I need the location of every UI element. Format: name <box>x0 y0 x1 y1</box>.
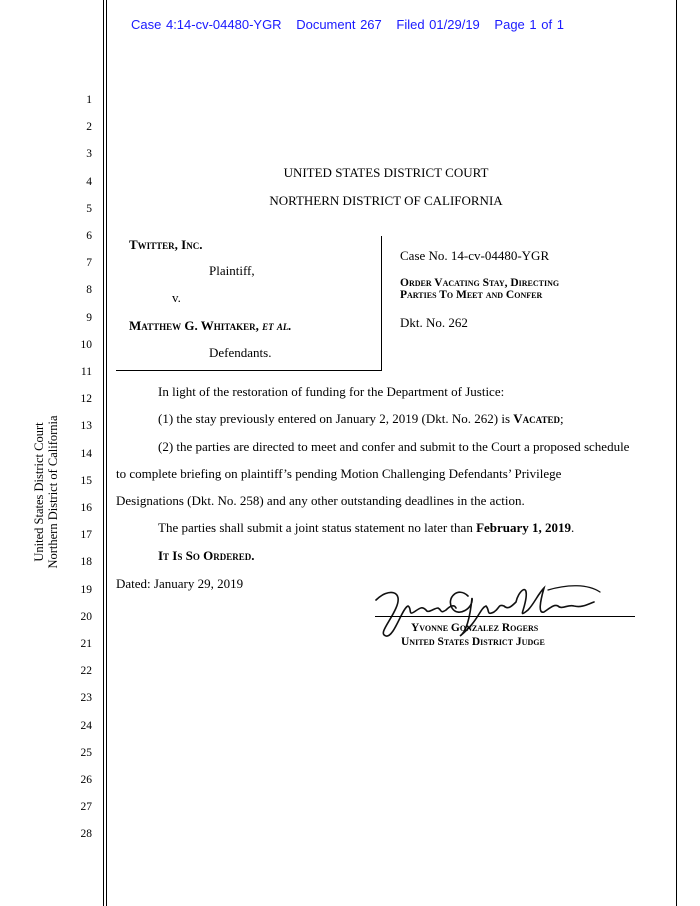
it-is-so-ordered: It Is So Ordered. <box>158 548 255 563</box>
caption-divider-vertical <box>381 236 382 371</box>
line-number: 19 <box>80 583 92 596</box>
stay-vacated-punct: ; <box>560 411 564 426</box>
order-title-line-2: Parties To Meet and Confer <box>400 289 543 301</box>
line-number: 13 <box>80 420 92 433</box>
judge-title: United States District Judge <box>401 636 545 648</box>
dated-line: Dated: January 29, 2019 <box>116 576 244 591</box>
case-number-stamp: Case 4:14-cv-04480-YGR <box>131 17 282 32</box>
defendant-name: Matthew G. Whitaker, <box>129 318 259 333</box>
sidebar-line-2: Northern District of California <box>46 415 60 569</box>
line-number: 7 <box>86 257 92 270</box>
vacated-word: Vacated <box>513 411 560 426</box>
line-number: 24 <box>80 719 92 732</box>
line-number: 2 <box>86 121 92 134</box>
status-statement-punct: . <box>571 520 575 535</box>
line-number: 14 <box>80 447 92 460</box>
paragraph-meet-confer-line-1: (2) the parties are directed to meet and confer and submit to the Court a proposed schedule <box>158 439 630 454</box>
paragraph-restoration: In light of the restoration of funding for the Department of Justice: <box>158 384 505 399</box>
paragraph-status-statement <box>116 520 666 535</box>
defendant-line <box>129 318 292 334</box>
plaintiff-name: Twitter, Inc. <box>129 237 203 252</box>
left-margin-rule-2 <box>106 0 107 906</box>
status-deadline: February 1, 2019 <box>476 520 572 535</box>
line-number: 23 <box>80 692 92 705</box>
defendant-role: Defendants. <box>209 345 272 360</box>
docket-number: Dkt. No. 262 <box>400 315 468 330</box>
paragraph-meet-confer-line-3: Designations (Dkt. No. 258) and any other outstanding deadlines in the action. <box>116 493 525 508</box>
line-number: 21 <box>80 638 92 650</box>
line-number: 28 <box>80 828 92 841</box>
line-number: 15 <box>80 474 92 487</box>
court-district: NORTHERN DISTRICT OF CALIFORNIA <box>269 193 503 208</box>
sidebar-court-label <box>32 412 60 572</box>
judge-name: Yvonne Gonzalez Rogers <box>411 622 539 634</box>
line-number: 27 <box>80 801 92 814</box>
defendant-etal: et al. <box>262 318 292 333</box>
page-count-stamp: Page 1 of 1 <box>494 17 564 32</box>
line-number: 3 <box>86 148 92 161</box>
line-number: 17 <box>80 529 92 542</box>
filed-date-stamp: Filed 01/29/19 <box>396 17 480 32</box>
line-number: 4 <box>86 175 92 188</box>
document-number-stamp: Document 267 <box>296 17 382 32</box>
sidebar-line-1: United States District Court <box>32 422 46 562</box>
paragraph-meet-confer-line-2: to complete briefing on plaintiff’s pending Motion Challenging Defendants’ Privilege <box>116 466 562 481</box>
plaintiff-role: Plaintiff, <box>209 263 255 278</box>
line-number: 11 <box>80 366 92 378</box>
line-number: 16 <box>80 502 92 514</box>
line-number: 20 <box>80 610 92 623</box>
right-margin-rule <box>676 0 677 906</box>
stay-vacated-text: (1) the stay previously entered on January 2, 2019 (Dkt. No. 262) is <box>158 411 514 426</box>
line-number: 5 <box>86 202 92 215</box>
line-number: 1 <box>86 94 92 106</box>
line-number: 9 <box>86 311 92 324</box>
left-margin-rule-1 <box>103 0 104 906</box>
court-name: UNITED STATES DISTRICT COURT <box>283 165 489 180</box>
caption-divider-horizontal <box>116 370 382 371</box>
filing-header <box>131 17 574 32</box>
line-number: 25 <box>80 746 92 759</box>
versus: v. <box>172 290 181 305</box>
paragraph-stay-vacated <box>116 411 666 426</box>
line-number: 22 <box>80 665 92 678</box>
line-number: 8 <box>86 284 92 297</box>
line-number: 6 <box>86 230 92 242</box>
order-title-line-1: Order Vacating Stay, Directing <box>400 277 560 289</box>
line-number: 26 <box>80 774 92 786</box>
signature-line <box>375 616 635 617</box>
status-statement-text: The parties shall submit a joint status statement no later than <box>158 520 477 535</box>
line-number: 18 <box>80 556 92 569</box>
order-title <box>400 277 559 301</box>
case-number: Case No. 14-cv-04480-YGR <box>400 248 550 263</box>
line-number: 12 <box>80 393 92 406</box>
line-number: 10 <box>80 338 92 351</box>
